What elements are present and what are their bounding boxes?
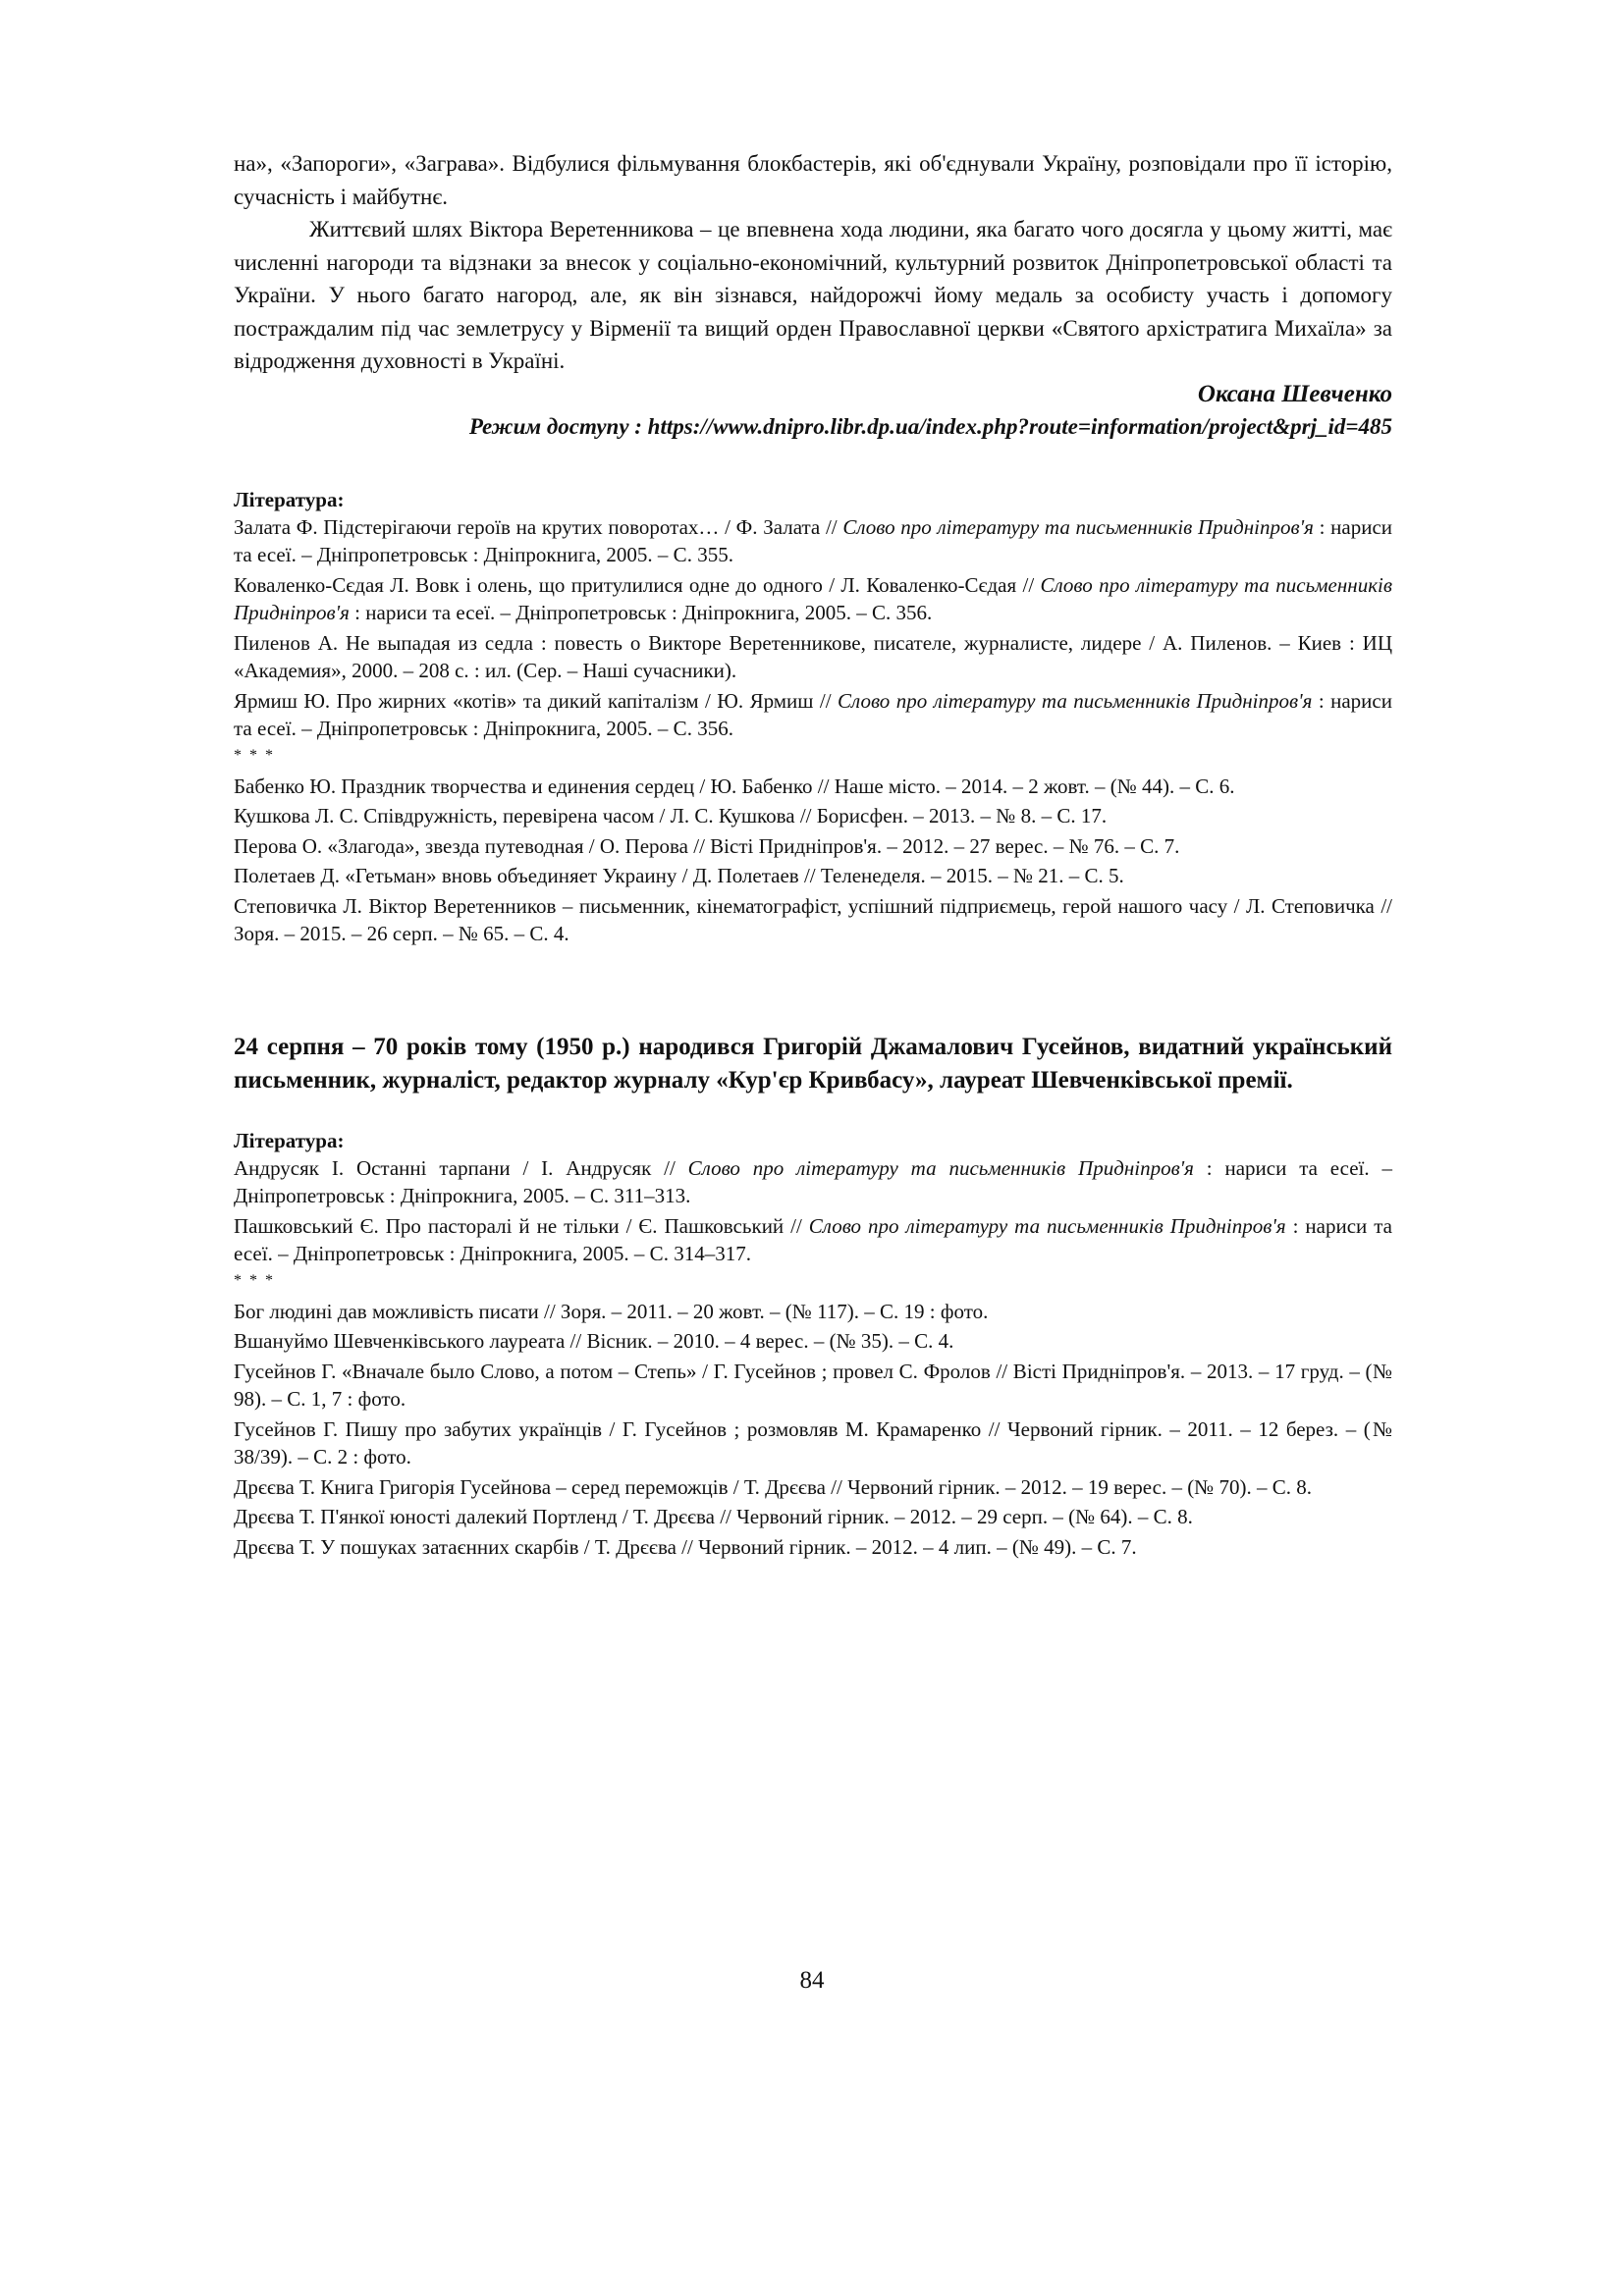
reference-item: Бабенко Ю. Праздник творчества и единения сердец / Ю. Бабенко // Наше місто. – 2014. – 2 жовт. – (№ 44). – С. 6. [234,774,1235,798]
reference-item: Гусейнов Г. Пишу про забутих українців / Г. Гусейнов ; розмовляв М. Крамаренко // Червоний гірник. – 2011. – 12 берез. – (№ 38/39). – С. 2 : фото. [234,1416,1392,1468]
reference-item: Перова О. «Злагода», звезда путеводная / О. Перова // Вісті Придніпров'я. – 2012. – 27 верес. – № 76. – С. 7. [234,833,1180,858]
page-content [234,147,1392,1563]
access-link[interactable]: Режим доступу : https://www.dnipro.libr.dp.ua/index.php?route=information/project&prj_id=485 [468,413,1392,439]
reference-item: Бог людині дав можливість писати // Зоря. – 2011. – 20 жовт. – (№ 117). – С. 19 : фото. [234,1299,989,1323]
reference-item: Дрєєва Т. Книга Григорія Гусейнова – серед переможців / Т. Дрєєва // Червоний гірник. – 2012. – 19 верес. – (№ 70). – С. 8. [234,1474,1312,1499]
intro-paragraph-tail: на», «Запороги», «Заграва». Відбулися фільмування блокбастерів, які об'єднували Україну, розповідали про її історію, сучасність і майбутнє. [234,151,1392,209]
reference-item: Андрусяк І. Останні тарпани / І. Андрусяк // Слово про літературу та письменників Придніпров'я : нариси та есеї. – Дніпропетровськ : Дніпрокнига, 2005. – С. 311–313. [234,1155,1392,1207]
separator-stars: * * * [234,746,275,764]
reference-item: Полетаев Д. «Гетьман» вновь объединяет Украину / Д. Полетаев // Теленеделя. – 2015. – № 21. – С. 5. [234,864,1124,887]
reference-item: Ярмиш Ю. Про жирних «котів» та дикий капіталізм / Ю. Ярмиш // Слово про літературу та письменників Придніпров'я : нариси та есеї. – Дніпропетровськ : Дніпрокнига, 2005. – С. 356. [234,688,1392,740]
literature-heading: Література: [234,1128,345,1152]
literature-heading: Література: [234,487,345,511]
reference-item: Пашковський Є. Про пасторалі й не тільки / Є. Пашковський // Слово про літературу та письменників Придніпров'я : нариси та есеї. – Дніпропетровськ : Дніпрокнига, 2005. – С. 314–317. [234,1213,1392,1265]
article-author: Оксана Шевченко [1197,380,1392,407]
separator-stars: * * * [234,1271,275,1289]
event-heading: 24 серпня – 70 років тому (1950 р.) народився Григорій Джамалович Гусейнов, видатний український письменник, журналіст, редактор журналу «Кур'єр Кривбасу», лауреат Шевченківської премії. [234,1033,1392,1094]
life-paragraph: Життєвий шлях Віктора Веретенникова – це впевнена хода людини, яка багато чого досягла у цьому житті, має численні нагороди та відзнаки за внесок у соціально-економічний, культурний розвиток Дніпропетровської області та України. У нього багато нагород, але, як він зізнався, найдорожчі йому медаль за особисту участь і допомогу постраждалим під час землетрусу у Вірменії та вищий орден Православної церкви «Святого архістратига Михаїла» за відродження духовності в Україні. [234,217,1392,373]
reference-item: Степовичка Л. Віктор Веретенников – письменник, кінематографіст, успішний підприємець, герой нашого часу / Л. Степовичка // Зоря. – 2015. – 26 серп. – № 65. – С. 4. [234,893,1392,945]
reference-item: Гусейнов Г. «Вначале было Слово, а потом – Степь» / Г. Гусейнов ; провел С. Фролов // Вісті Придніпров'я. – 2013. – 17 груд. – (№ 98). – С. 1, 7 : фото. [234,1359,1392,1411]
reference-item: Вшануймо Шевченківського лауреата // Вісник. – 2010. – 4 верес. – (№ 35). – С. 4. [234,1329,954,1353]
literature-section-1 [234,486,1392,948]
reference-item: Кушкова Л. С. Співдружність, перевірена часом / Л. С. Кушкова // Борисфен. – 2013. – № 8. – С. 17. [234,804,1108,828]
reference-item: Коваленко-Сєдая Л. Вовк і олень, що притулилися одне до одного / Л. Коваленко-Сєдая // Слово про літературу та письменників Придніпров'я : нариси та есеї. – Дніпропетровськ : Дніпрокнига, 2005. – С. 356. [234,572,1392,624]
reference-item: Пиленов А. Не выпадая из седла : повесть о Викторе Веретенникове, писателе, журналисте, лидере / А. Пиленов. – Киев : ИЦ «Академия», 2000. – 208 с. : ил. (Сер. – Наші сучасники). [234,630,1392,682]
reference-item: Залата Ф. Підстерігаючи героїв на крутих поворотах… / Ф. Залата // Слово про літературу та письменників Придніпров'я : нариси та есеї. – Дніпропетровськ : Дніпрокнига, 2005. – С. 355. [234,514,1392,566]
reference-item: Дрєєва Т. П'янкої юності далекий Портленд / Т. Дрєєва // Червоний гірник. – 2012. – 29 серп. – (№ 64). – С. 8. [234,1505,1193,1528]
literature-section-2 [234,1127,1392,1562]
page-number: 84 [799,1967,825,1994]
reference-item: Дрєєва Т. У пошуках затаєнних скарбів / Т. Дрєєва // Червоний гірник. – 2012. – 4 лип. – (№ 49). – С. 7. [234,1534,1137,1559]
